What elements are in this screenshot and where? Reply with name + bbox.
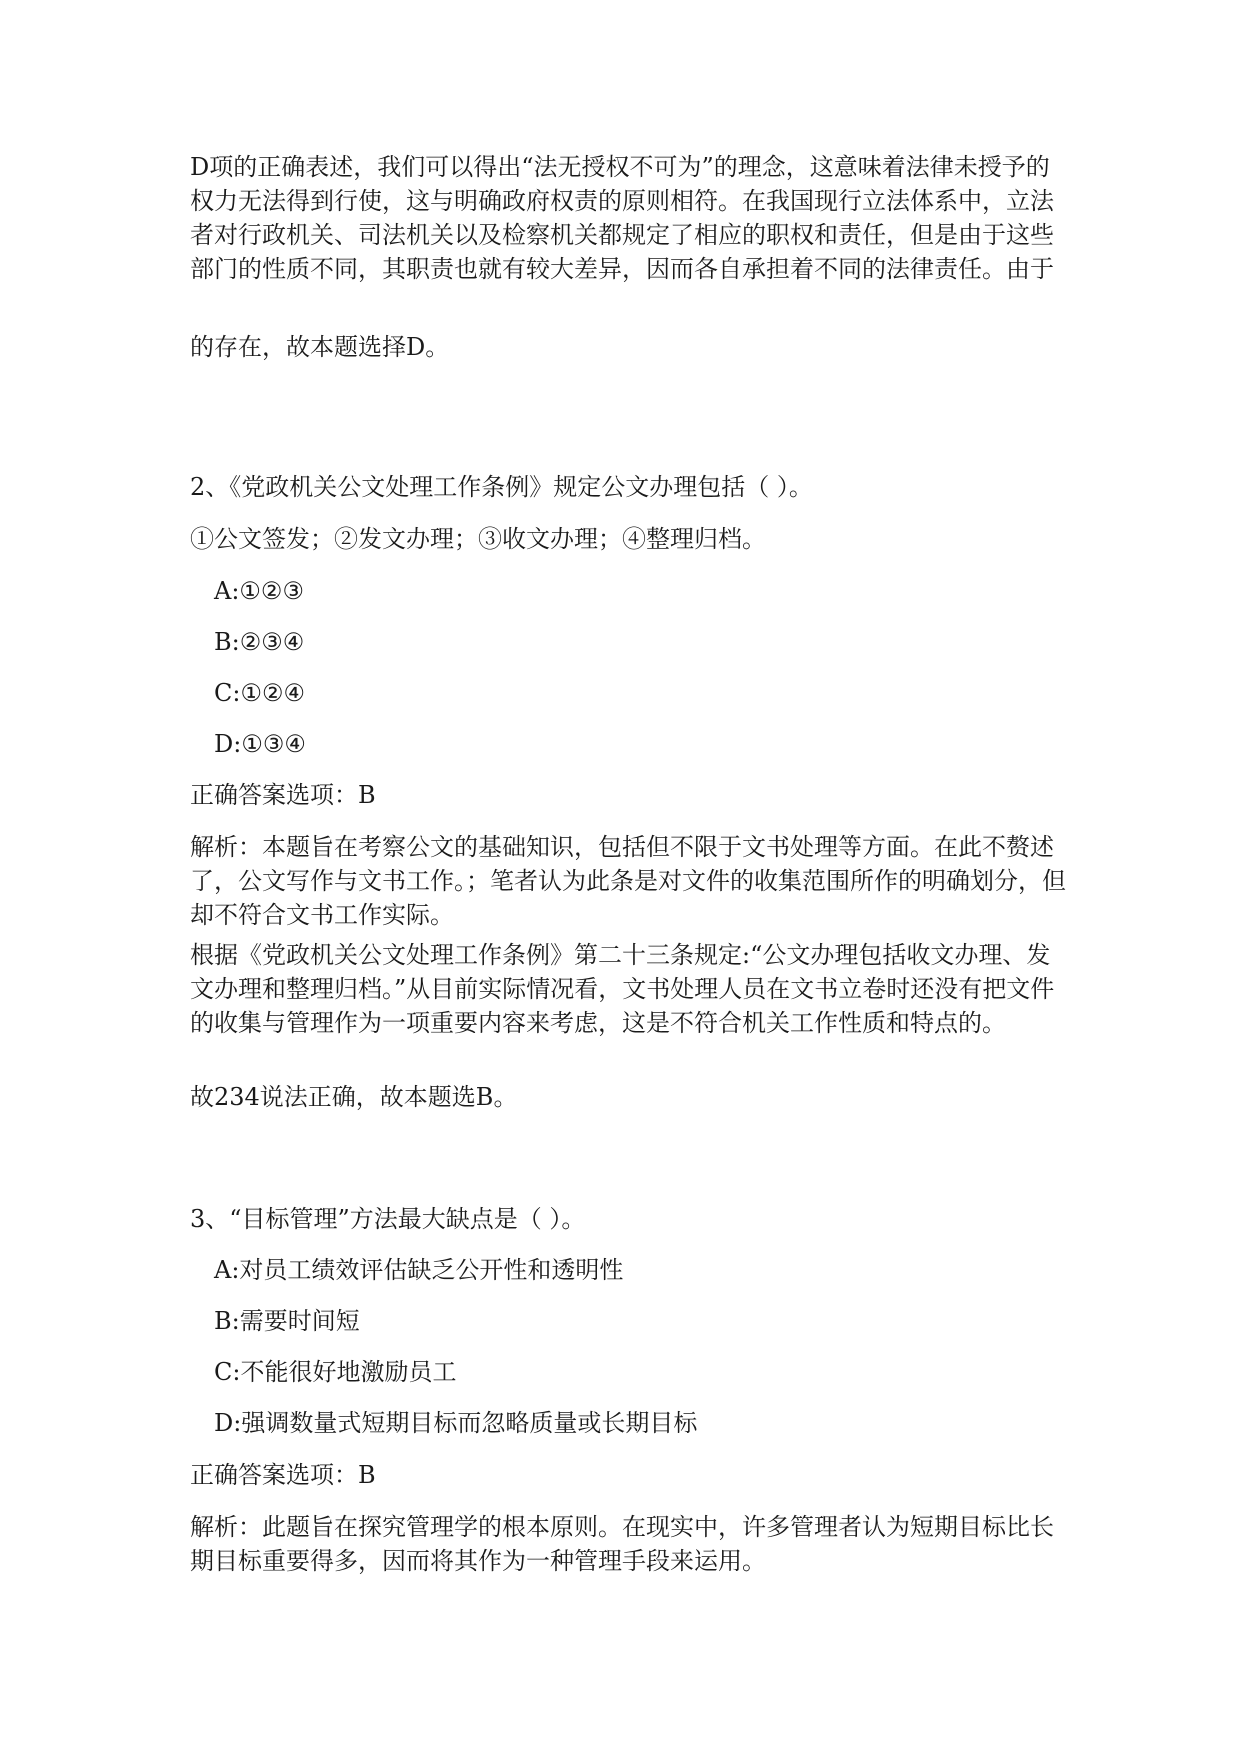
question-2-stem: 2、《党政机关公文处理工作条例》规定公文办理包括（ ）。 <box>190 473 813 501</box>
question-3-answer: 正确答案选项：B <box>190 1461 376 1489</box>
question-3-option-c: C:不能很好地激励员工 <box>214 1358 457 1386</box>
question-3-stem: 3、“目标管理”方法最大缺点是（ ）。 <box>190 1205 586 1233</box>
continuation-paragraph: D项的正确表述，我们可以得出“法无授权不可为”的理念，这意味着法律未授予的权力无法得到行使，这与明确政府权责的原则相符。在我国现行立法体系中，立法者对行政机关、司法机关以及检察机关都规定了相应的职权和责任，但是由于这些部门的性质不同，其职责也就有较大差异，因而各自承担着不同的法律责任。由于 <box>190 153 1054 283</box>
question-2-answer: 正确答案选项：B <box>190 781 376 809</box>
question-3-option-d: D:强调数量式短期目标而忽略质量或长期目标 <box>214 1409 698 1437</box>
question-2-analysis-1: 解析：本题旨在考察公文的基础知识，包括但不限于文书处理等方面。在此不赘述了，公文写作与文书工作。；笔者认为此条是对文件的收集范围所作的明确划分，但却不符合文书工作实际。 <box>190 833 1066 929</box>
question-2-analysis-3: 故234说法正确，故本题选B。 <box>190 1083 518 1111</box>
question-3-option-b: B:需要时间短 <box>214 1307 360 1335</box>
question-2-items: ①公文签发；②发文办理；③收文办理；④整理归档。 <box>190 525 766 553</box>
question-2-option-c: C:①②④ <box>214 679 305 707</box>
question-2-option-b: B:②③④ <box>214 628 305 656</box>
question-2-option-d: D:①③④ <box>214 730 306 758</box>
continuation-conclusion: 的存在，故本题选择D。 <box>190 333 450 361</box>
question-3-analysis-1: 解析：此题旨在探究管理学的根本原则。在现实中，许多管理者认为短期目标比长期目标重要得多，因而将其作为一种管理手段来运用。 <box>190 1513 1054 1575</box>
question-3-option-a: A:对员工绩效评估缺乏公开性和透明性 <box>214 1256 624 1284</box>
question-2-analysis-2: 根据《党政机关公文处理工作条例》第二十三条规定:“公文办理包括收文办理、发文办理和整理归档。”从目前实际情况看，文书处理人员在文书立卷时还没有把文件的收集与管理作为一项重要内容来考虑，这是不符合机关工作性质和特点的。 <box>190 941 1055 1037</box>
question-2-option-a: A:①②③ <box>214 577 304 605</box>
